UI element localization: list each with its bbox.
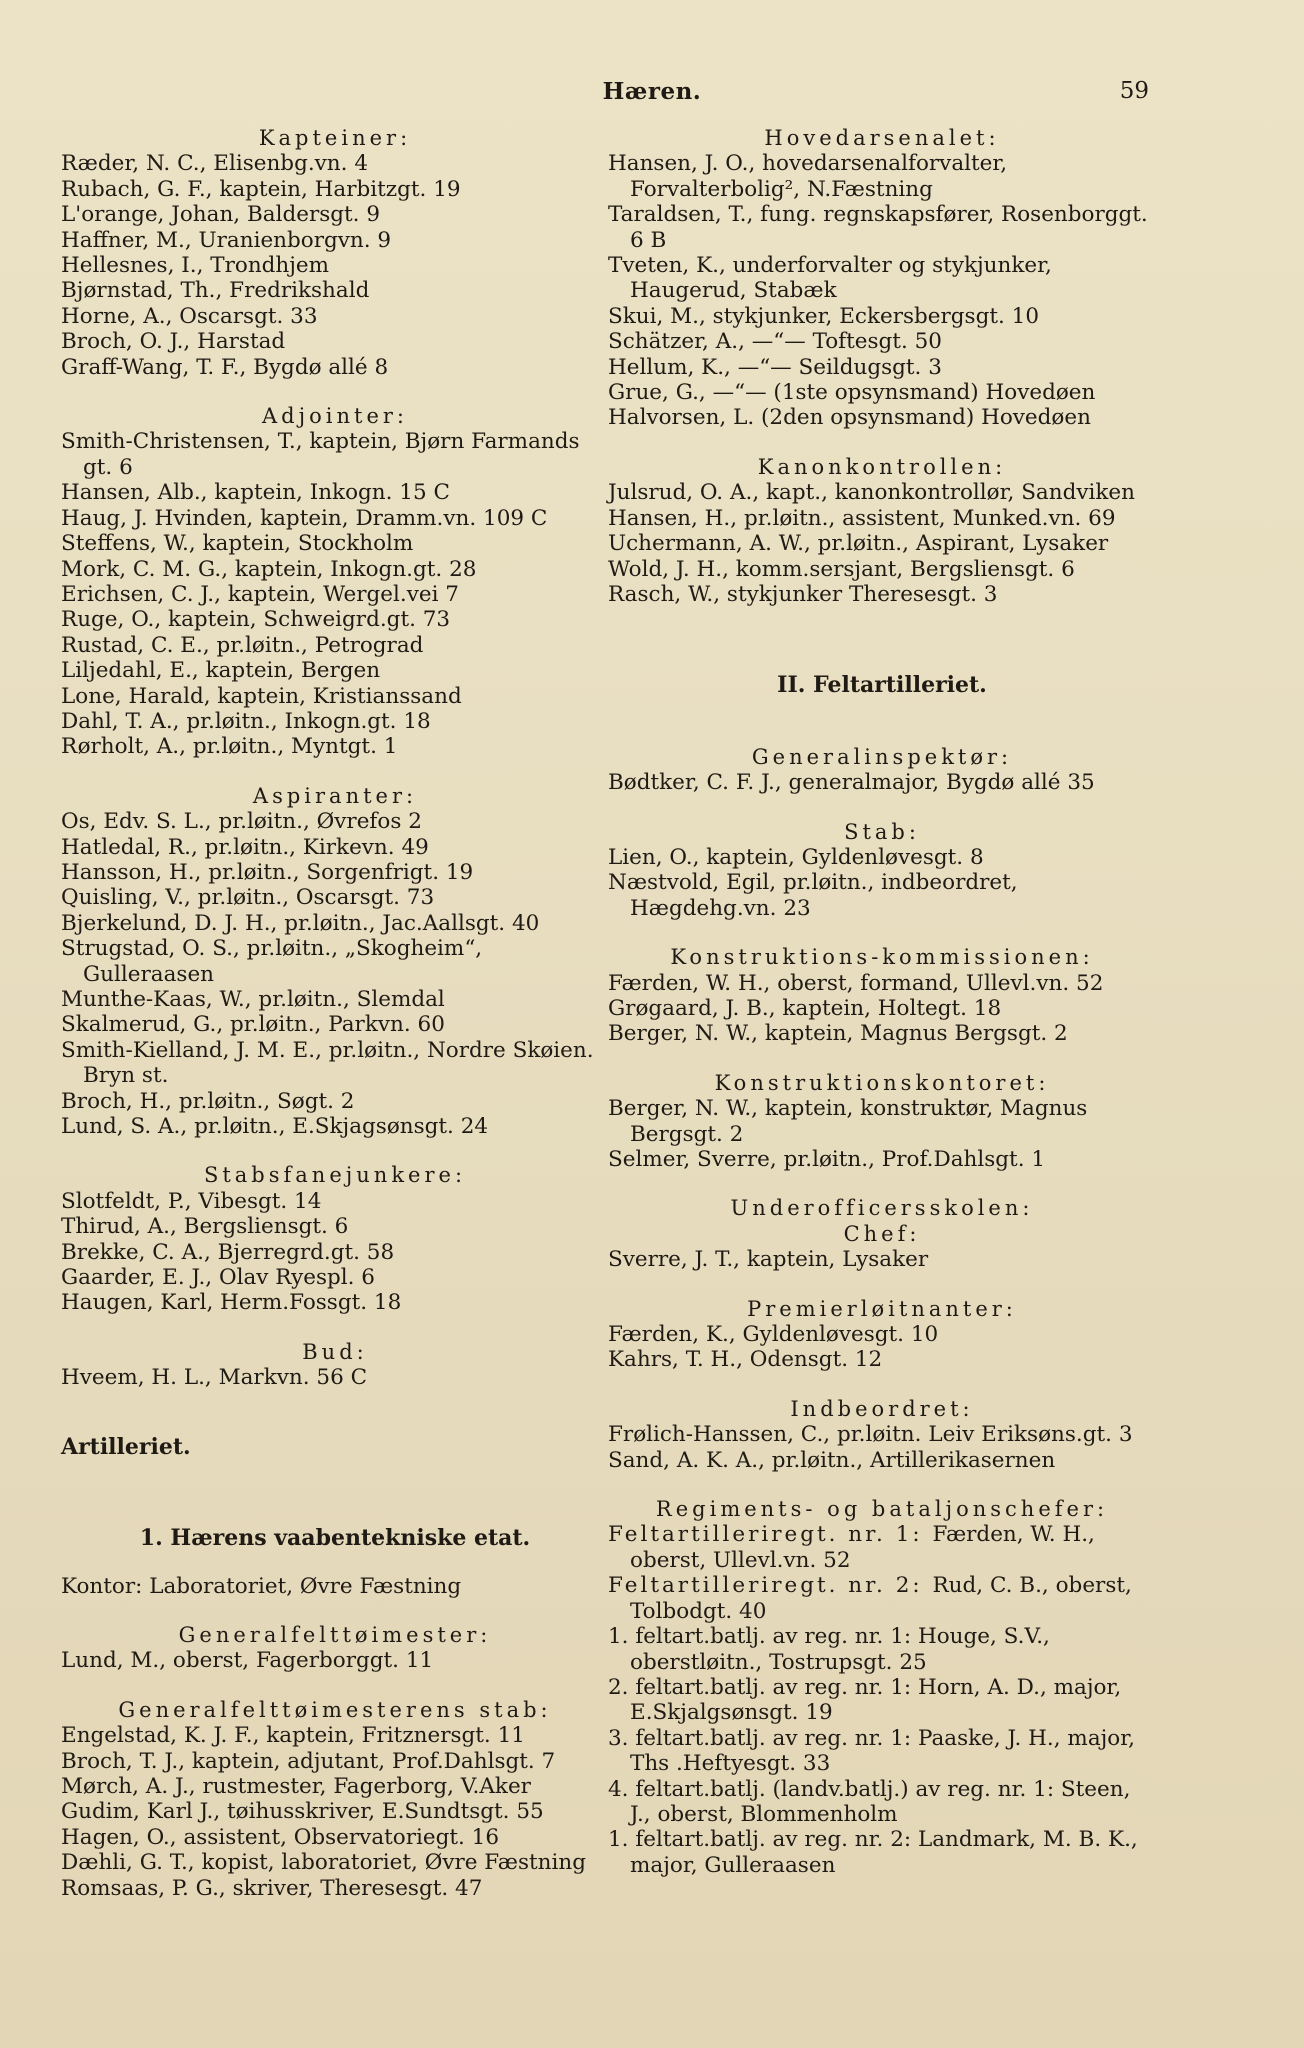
directory-entry: Selmer, Sverre, pr.løitn., Prof.Dahlsgt. 1	[608, 1147, 1046, 1172]
section-heading: Adjointer:	[262, 404, 408, 429]
directory-entry: Quisling, V., pr.løitn., Oscarsgt. 73	[61, 885, 435, 911]
entry-lead: Feltartilleriregt. nr. 1:	[608, 1522, 933, 1548]
directory-entry: Haugen, Karl, Herm.Fossgt. 18	[61, 1290, 402, 1316]
directory-entry: Færden, K., Gyldenløvesgt. 10	[608, 1322, 939, 1348]
directory-entry: Bjørnstad, Th., Fredrikshald	[61, 278, 370, 304]
section-heading: Indbeordret:	[790, 1396, 974, 1421]
spacer	[608, 1047, 1156, 1071]
directory-entry: Graff-Wang, T. F., Bygdø allé 8	[61, 354, 389, 380]
directory-entry: Steffens, W., kaptein, Stockholm	[61, 531, 414, 557]
spacer	[608, 721, 1156, 745]
directory-entry: Wold, J. H., komm.sersjant, Bergsliensgt. 6	[608, 556, 1075, 582]
spacer	[61, 1599, 609, 1623]
directory-entry: Hellum, K., —“— Seildugsgt. 3	[608, 354, 942, 380]
directory-entry: Gaarder, E. J., Olav Ryespl. 6	[61, 1265, 375, 1291]
directory-entry: Broch, H., pr.løitn., Søgt. 2	[61, 1088, 355, 1114]
directory-entry: Færden, W. H., oberst, formand, Ullevl.vn. 52	[608, 970, 1104, 996]
directory-entry: Erichsen, C. J., kaptein, Wergel.vei 7	[61, 581, 459, 607]
directory-entry: Broch, O. J., Harstad	[61, 329, 286, 355]
directory-entry	[608, 1573, 1156, 1624]
directory-entry: Skalmerud, G., pr.løitn., Parkvn. 60	[61, 1012, 445, 1038]
directory-entry: Hansen, H., pr.løitn., assistent, Munked.vn. 69	[608, 505, 1116, 531]
section-heading: Kapteiner:	[258, 126, 412, 150]
directory-entry: Hansen, Alb., kaptein, Inkogn. 15 C	[61, 480, 450, 506]
section-heading: Konstruktions-kommissionen:	[670, 945, 1094, 970]
spacer	[61, 760, 609, 784]
directory-entry: Gudim, Karl J., tøihusskriver, E.Sundtsgt. 55	[61, 1799, 544, 1825]
directory-entry: Sand, A. K. A., pr.løitn., Artillerikasernen	[608, 1447, 1056, 1473]
spacer	[61, 1674, 609, 1698]
directory-entry: 1. feltart.batlj. av reg. nr. 1: Houge, S.V., oberstløitn., Tostrupsgt. 25	[608, 1624, 1050, 1675]
directory-entry: Smith-Christensen, T., kaptein, Bjørn Farmands gt. 6	[61, 429, 580, 480]
section-heading: Generalfelttøimester:	[178, 1622, 492, 1647]
directory-entry: Lund, S. A., pr.løitn., E.Skjagsønsgt. 24	[61, 1114, 489, 1140]
page-number: 59	[1119, 78, 1149, 104]
directory-entry: Julsrud, O. A., kapt., kanonkontrollør, Sandviken	[608, 480, 1135, 506]
directory-entry: Broch, T. J., kaptein, adjutant, Prof.Dahlsgt. 7	[61, 1748, 556, 1774]
directory-entry: Dæhli, G. T., kopist, laboratoriet, Øvre Fæstning	[61, 1850, 586, 1876]
subsection-title: 1. Hærens vaabentekniske etat.	[139, 1525, 531, 1552]
directory-entry: Hellesnes, I., Trondhjem	[61, 253, 330, 279]
section-heading: Stabsfanejunkere:	[203, 1163, 467, 1188]
section-title: Artilleriet.	[61, 1433, 191, 1460]
section-heading: Generalfelttøimesterens stab:	[118, 1697, 552, 1722]
section-heading: Stab:	[844, 819, 920, 844]
section-heading: Hovedarsenalet:	[764, 126, 1000, 150]
spacer	[608, 431, 1156, 455]
section-heading: Regiments- og bataljonschefer:	[655, 1497, 1109, 1522]
spacer	[608, 1473, 1156, 1497]
directory-entry: Frølich-Hanssen, C., pr.løitn. Leiv Eriksøns.gt. 3	[608, 1422, 1133, 1448]
directory-entry: Halvorsen, L. (2den opsynsmand) Hovedøen	[608, 405, 1091, 431]
section-heading: Chef:	[843, 1221, 921, 1246]
directory-entry: Kahrs, T. H., Odensgt. 12	[608, 1347, 883, 1373]
directory-entry: Grøgaard, J. B., kaptein, Holtegt. 18	[608, 995, 1002, 1021]
directory-entry: Haffner, M., Uranienborgvn. 9	[61, 227, 392, 253]
directory-entry: Schätzer, A., —“— Toftesgt. 50	[608, 329, 942, 355]
directory-entry: Rasch, W., stykjunker Theresesgt. 3	[608, 581, 998, 607]
directory-entry: Berger, N. W., kaptein, Magnus Bergsgt. 2	[608, 1021, 1068, 1047]
directory-entry: Lund, M., oberst, Fagerborggt. 11	[61, 1648, 434, 1674]
directory-entry: Rustad, C. E., pr.løitn., Petrograd	[61, 632, 424, 658]
directory-entry: 3. feltart.batlj. av reg. nr. 1: Paaske, J. H., major, Ths .Heftyesgt. 33	[608, 1725, 1135, 1777]
directory-entry: Tveten, K., underforvalter og stykjunker, Haugerud, Stabæk	[608, 253, 1052, 304]
directory-entry: Dahl, T. A., pr.løitn., Inkogn.gt. 18	[61, 708, 431, 734]
spacer	[61, 1460, 609, 1504]
directory-entry	[608, 1522, 1156, 1573]
directory-entry: Liljedahl, E., kaptein, Bergen	[61, 658, 381, 684]
directory-entry: Uchermann, A. W., pr.løitn., Aspirant, Lysaker	[608, 531, 1109, 557]
directory-entry: Os, Edv. S. L., pr.løitn., Øvrefos 2	[61, 809, 422, 835]
directory-entry: L'orange, Johan, Baldersgt. 9	[61, 202, 381, 228]
directory-entry: Haug, J. Hvinden, kaptein, Dramm.vn. 109 C	[61, 505, 548, 531]
directory-entry: Munthe-Kaas, W., pr.løitn., Slemdal	[61, 987, 445, 1012]
directory-entry: Horne, A., Oscarsgt. 33	[61, 303, 318, 329]
directory-entry: Hagen, O., assistent, Observatoriegt. 16	[61, 1824, 500, 1850]
directory-entry: Smith-Kielland, J. M. E., pr.løitn., Nordre Skøien. Bryn st.	[61, 1037, 594, 1089]
directory-entry: Kontor: Laboratoriet, Øvre Fæstning	[61, 1573, 462, 1599]
directory-entry: Ruge, O., kaptein, Schweigrd.gt. 73	[61, 607, 451, 633]
directory-entry: Grue, G., —“— (1ste opsynsmand) Hovedøen	[608, 380, 1096, 406]
directory-entry: Skui, M., stykjunker, Eckersbergsgt. 10	[608, 303, 1039, 329]
running-title: Hæren.	[602, 78, 702, 105]
section-heading: Generalinspektør:	[751, 744, 1013, 769]
directory-entry: Bjerkelund, D. J. H., pr.løitn., Jac.Aallsgt. 40	[61, 910, 540, 936]
spacer	[608, 1273, 1156, 1297]
directory-entry: Mørch, A. J., rustmester, Fagerborg, V.Aker	[61, 1773, 531, 1799]
directory-entry: 1. feltart.batlj. av reg. nr. 2: Landmark, M. B. K., major, Gulleraasen	[608, 1827, 1138, 1878]
directory-entry: Mork, C. M. G., kaptein, Inkogn.gt. 28	[61, 556, 477, 582]
directory-entry: Romsaas, P. G., skriver, Theresesgt. 47	[61, 1875, 483, 1901]
spacer	[608, 607, 1156, 651]
directory-entry: 4. feltart.batlj. (landv.batlj.) av reg. nr. 1: Steen, J., oberst, Blommenholm	[608, 1776, 1131, 1827]
spacer	[608, 921, 1156, 945]
directory-entry: Thirud, A., Bergsliensgt. 6	[61, 1214, 349, 1240]
directory-entry: Slotfeldt, P., Vibesgt. 14	[61, 1188, 322, 1214]
directory-entry: Lien, O., kaptein, Gyldenløvesgt. 8	[608, 844, 984, 870]
entry-text: Færden, W. H., oberst, Ullevl.vn. 52	[630, 1522, 1095, 1573]
spacer	[61, 1139, 609, 1163]
directory-entry: Bødtker, C. F. J., generalmajor, Bygdø allé 35	[608, 770, 1095, 796]
directory-entry: Næstvold, Egil, pr.løitn., indbeordret, Hægdehg.vn. 23	[608, 870, 1018, 921]
section-heading: Konstruktionskontoret:	[714, 1070, 1050, 1095]
directory-entry: Berger, N. W., kaptein, konstruktør, Magnus Bergsgt. 2	[608, 1096, 1088, 1147]
entry-text: Rud, C. B., oberst, Tolbodgt. 40	[630, 1573, 1132, 1624]
spacer	[61, 380, 609, 404]
directory-entry: Sverre, J. T., kaptein, Lysaker	[608, 1247, 929, 1273]
directory-entry: Hansen, J. O., hovedarsenalforvalter, Forvalterbolig², N.Fæstning	[608, 151, 1008, 202]
spacer	[608, 1373, 1156, 1397]
directory-entry: 2. feltart.batlj. av reg. nr. 1: Horn, A. D., major, E.Skjalgsønsgt. 19	[608, 1674, 1122, 1726]
section-heading: Premierløitnanter:	[747, 1296, 1017, 1321]
section-heading: Bud:	[302, 1339, 368, 1364]
spacer	[608, 796, 1156, 820]
right-column	[608, 126, 1156, 1878]
entry-lead: Feltartilleriregt. nr. 2:	[608, 1573, 933, 1599]
directory-entry: Hatledal, R., pr.løitn., Kirkevn. 49	[61, 834, 429, 860]
spacer	[61, 1316, 609, 1340]
section-heading: Underofficersskolen:	[730, 1196, 1034, 1221]
directory-entry: Engelstad, K. J. F., kaptein, Fritznersgt. 11	[61, 1723, 525, 1749]
directory-entry: Ræder, N. C., Elisenbg.vn. 4	[61, 151, 369, 177]
directory-entry: Brekke, C. A., Bjerregrd.gt. 58	[61, 1239, 395, 1265]
directory-entry: Strugstad, O. S., pr.løitn., „Skogheim“, Gulleraasen	[61, 936, 483, 987]
left-column	[61, 126, 609, 1901]
directory-entry: Rubach, G. F., kaptein, Harbitzgt. 19	[61, 176, 461, 202]
section-heading: Aspiranter:	[252, 783, 418, 808]
spacer	[608, 1172, 1156, 1196]
section-heading: Kanonkontrollen:	[757, 454, 1007, 479]
spacer	[61, 1391, 609, 1435]
directory-entry: Hveem, H. L., Markvn. 56 C	[61, 1365, 368, 1391]
subsection-title: II. Feltartilleriet.	[777, 672, 987, 699]
directory-entry: Taraldsen, T., fung. regnskapsfører, Rosenborggt. 6 B	[608, 202, 1148, 253]
directory-entry: Lone, Harald, kaptein, Kristianssand	[61, 683, 462, 709]
directory-entry: Hansson, H., pr.løitn., Sorgenfrigt. 19	[61, 859, 474, 885]
directory-entry: Rørholt, A., pr.løitn., Myntgt. 1	[61, 734, 398, 760]
